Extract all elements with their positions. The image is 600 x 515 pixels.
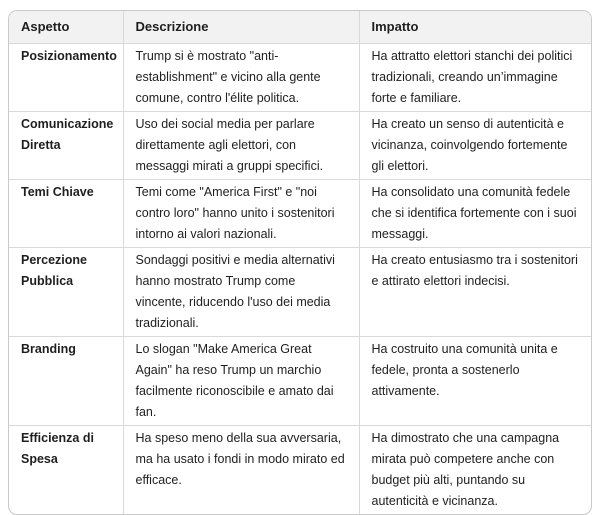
table-row [9,44,591,112]
cell-descrizione: Trump si è mostrato "anti-establishment" e vicino alla gente comune, contro l'élite politica. [123,44,359,112]
table-row [9,248,591,337]
cell-impatto: Ha consolidato una comunità fedele che si identifica fortemente con i suoi messaggi. [359,180,591,248]
column-header-impatto: Impatto [359,11,591,44]
comparison-table [8,10,592,515]
cell-impatto: Ha attratto elettori stanchi dei politici tradizionali, creando un’immagine forte e familiare. [359,44,591,112]
table-row [9,112,591,180]
cell-descrizione: Lo slogan "Make America Great Again" ha reso Trump un marchio facilmente riconoscibile e amato dai fan. [123,337,359,426]
aspetto-descrizione-impatto-table [9,11,591,514]
cell-impatto: Ha creato un senso di autenticità e vicinanza, coinvolgendo fortemente gli elettori. [359,112,591,180]
cell-aspetto: Comunicazione Diretta [9,112,123,180]
cell-impatto: Ha creato entusiasmo tra i sostenitori e attirato elettori indecisi. [359,248,591,337]
cell-aspetto: Efficienza di Spesa [9,426,123,515]
cell-aspetto: Posizionamento [9,44,123,112]
column-header-descrizione: Descrizione [123,11,359,44]
cell-impatto: Ha dimostrato che una campagna mirata può competere anche con budget più alti, puntando su autenticità e vicinanza. [371,431,560,508]
table-row [9,337,591,426]
cell-descrizione: Temi come "America First" e "noi contro loro" hanno unito i sostenitori intorno ai valori nazionali. [123,180,359,248]
cell-descrizione: Ha speso meno della sua avversaria, ma ha usato i fondi in modo mirato ed efficace. [123,426,359,515]
cell-impatto: Ha costruito una comunità unita e fedele, pronta a sostenerlo attivamente. [359,337,591,426]
cell-descrizione: Uso dei social media per parlare direttamente agli elettori, con messaggi mirati a gruppi specifici. [123,112,359,180]
table-header-row [9,11,591,44]
cell-aspetto: Branding [9,337,123,426]
cell-aspetto: Temi Chiave [9,180,123,248]
table-row [9,426,591,515]
table-row [9,180,591,248]
column-header-aspetto: Aspetto [9,11,123,44]
cell-aspetto: Percezione Pubblica [9,248,123,337]
cell-descrizione: Sondaggi positivi e media alternativi hanno mostrato Trump come vincente, riducendo l'uso dei media tradizionali. [123,248,359,337]
